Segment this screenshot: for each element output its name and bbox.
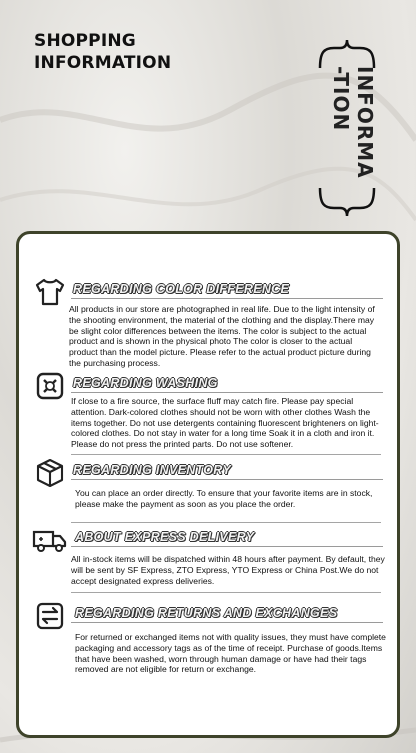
section-heading: REGARDING COLOR DIFFERENCE [73, 282, 290, 296]
return-exchange-icon [33, 600, 67, 632]
section-body: You can place an order directly. To ensure that your favorite items are in stock, please make the payment as soon as you place the order. [75, 488, 373, 509]
curly-brace-bottom-icon [318, 186, 376, 218]
washing-icon [33, 370, 67, 402]
title-line-2: INFORMATION [34, 53, 172, 73]
section-body: All products in our store are photographed in real life. Due to the light intensity of the shooting environment, the material of the clothing and the display.There may be slight color differences between the items. The color is subject to the actual product and is shown in the physical photo The color is closer to the actual product than the model picture. Please refer to the actual product picture during the purchasing process. [69, 304, 375, 368]
section-body: All in-stock items will be dispatched within 48 hours after payment. By default, they will be sent by SF Express, ZTO Express, YTO Express or China Post.We do not accept designated express deliveries. [71, 554, 385, 586]
box-icon [33, 457, 67, 489]
section-body: For returned or exchanged items not with quality issues, they must have complete packaging and accessory tags as of the time of receipt. Purchase of goods.Items that have been washed, worn through human damage or have had their tags removed are not eligible for return or exchange. [75, 632, 386, 675]
section-heading: REGARDING RETURNS AND EXCHANGES [75, 606, 338, 620]
section-heading: ABOUT EXPRESS DELIVERY [75, 530, 255, 544]
truck-icon [31, 524, 69, 556]
tshirt-icon [33, 276, 67, 308]
side-title-line-1: INFORMA [353, 66, 377, 179]
section-body: If close to a fire source, the surface fluff may catch fire. Please pay special attention. Dark-colored clothes should not be worn with other clothes Wash the items together. Do not use detergents containing fluorescent brighteners on light-colored clothes. Do not stay in water for a long time Soak it in a cloth and iron it. Please do not press the printed parts. Do not use softener. [71, 396, 379, 450]
title-line-1: SHOPPING [34, 31, 136, 51]
side-vertical-title [326, 66, 382, 188]
side-title-line-2: -TION [329, 66, 353, 132]
section-heading: REGARDING WASHING [73, 376, 218, 390]
section-heading: REGARDING INVENTORY [73, 463, 232, 477]
info-card [16, 231, 400, 738]
page-title [34, 30, 171, 74]
